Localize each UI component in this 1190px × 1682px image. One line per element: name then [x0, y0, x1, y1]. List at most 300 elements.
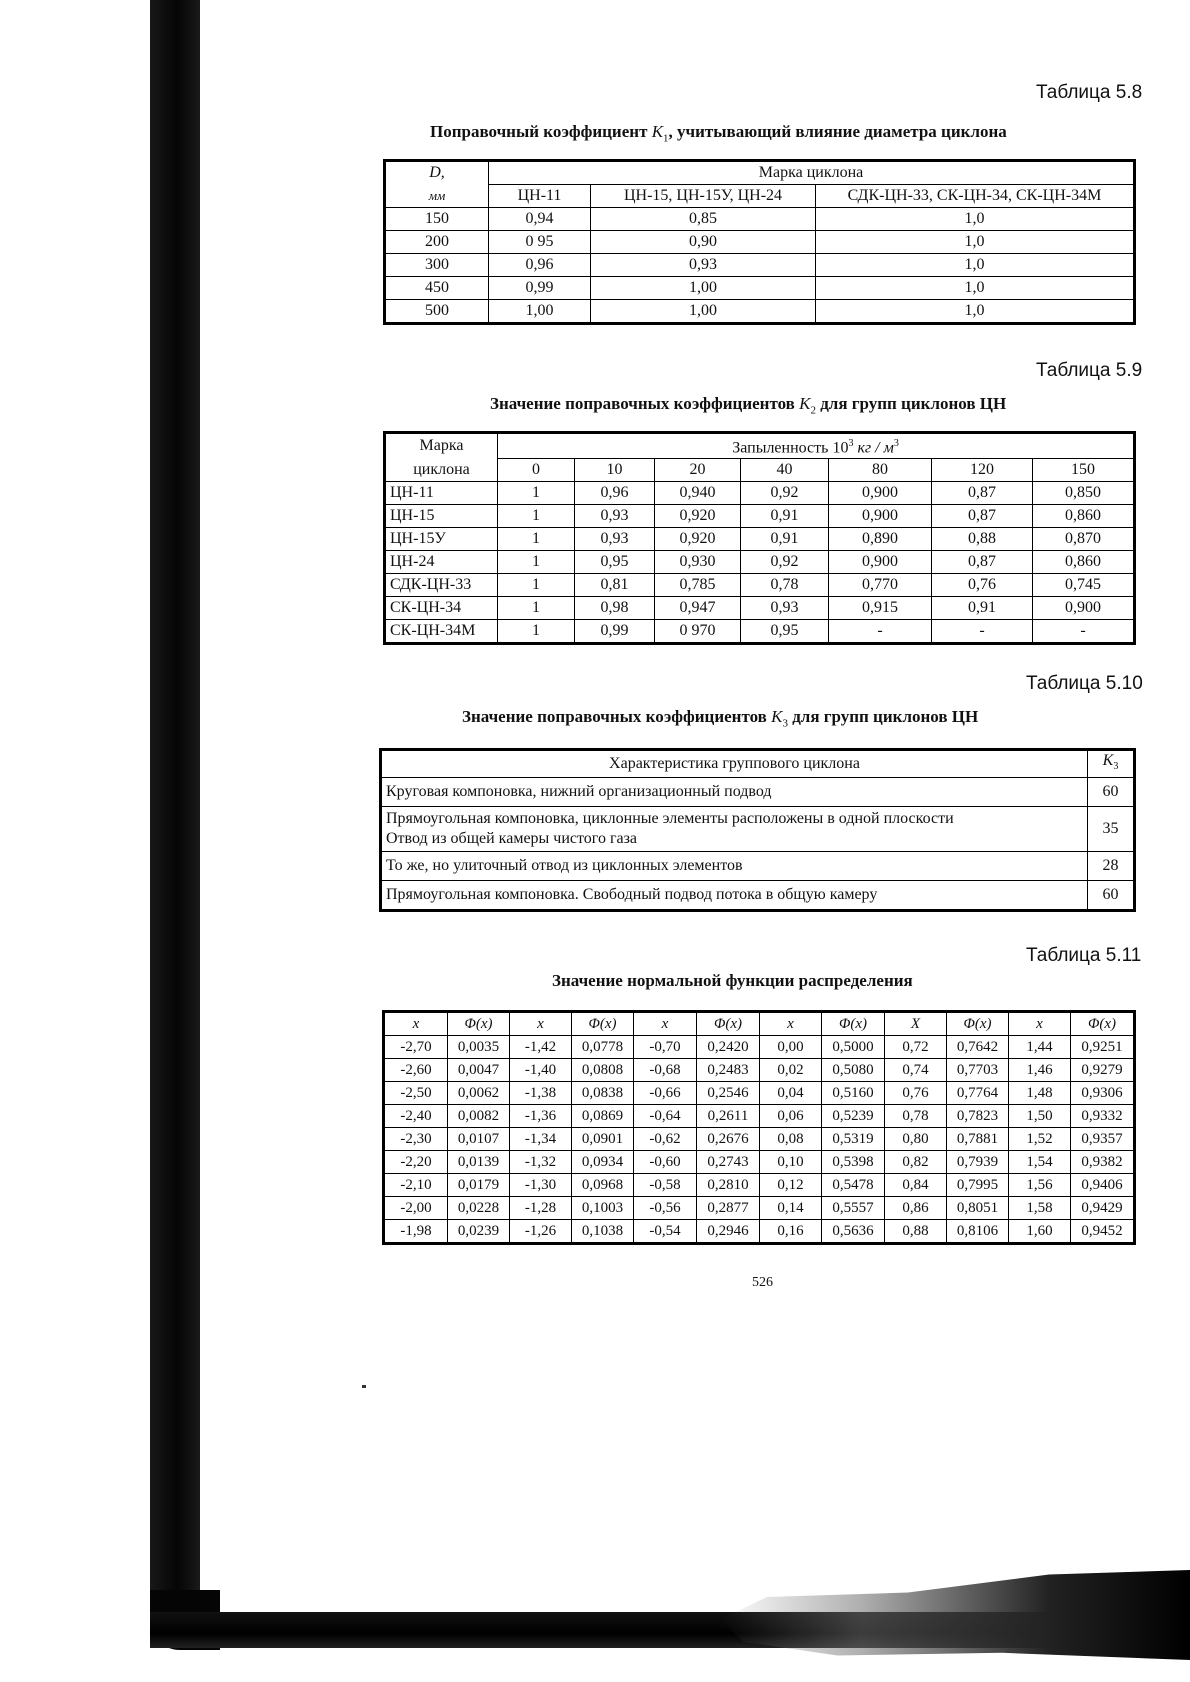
- table-cell: 1,00: [591, 277, 816, 300]
- table-cell: 1,58: [1009, 1197, 1071, 1220]
- table-cell: 0,5478: [822, 1174, 885, 1197]
- table-cell: 0,5160: [822, 1082, 885, 1105]
- table-cell: СК-ЦН-34: [386, 597, 498, 620]
- table-cell: 1,00: [489, 300, 591, 323]
- table-cell: 0,0239: [448, 1220, 510, 1243]
- table-cell: -1,32: [510, 1151, 572, 1174]
- header-cell: 120: [932, 459, 1033, 482]
- table-cell: -: [829, 620, 932, 643]
- table-cell: -0,54: [634, 1220, 697, 1243]
- table-cell: 0,947: [655, 597, 741, 620]
- table-cell: 200: [386, 231, 489, 254]
- table-cell: -1,42: [510, 1036, 572, 1059]
- table-cell: 0,88: [932, 528, 1033, 551]
- table-cell: -0,66: [634, 1082, 697, 1105]
- table-cell: 0,72: [885, 1036, 947, 1059]
- title-text: для групп циклонов ЦН: [820, 394, 1007, 413]
- table-cell: 0,0968: [572, 1174, 634, 1197]
- title-symbol: K: [651, 122, 664, 141]
- table-cell: 0,7881: [947, 1128, 1009, 1151]
- table-cell: 0,0035: [448, 1036, 510, 1059]
- table-cell: 0,0139: [448, 1151, 510, 1174]
- table-cell: 450: [386, 277, 489, 300]
- table-cell: 1,48: [1009, 1082, 1071, 1105]
- table-cell: 0,7764: [947, 1082, 1009, 1105]
- table-header-row: [385, 1013, 1134, 1036]
- table-row: [385, 1197, 1134, 1220]
- table-cell: 0 95: [489, 231, 591, 254]
- table-cell: 0,850: [1033, 482, 1134, 505]
- table-row: [386, 574, 1134, 597]
- header-symbol: Φ(x): [963, 1016, 992, 1032]
- table-cell: 0,0062: [448, 1082, 510, 1105]
- header-cell: [634, 1013, 697, 1036]
- table-cell: 0,93: [575, 528, 655, 551]
- table-cell: -0,70: [634, 1036, 697, 1059]
- table-cell: 0,890: [829, 528, 932, 551]
- table-cell: 0,95: [575, 551, 655, 574]
- table-cell: 500: [386, 300, 489, 323]
- table-cell: -2,40: [385, 1105, 448, 1128]
- title-text: Значение поправочных коэффициентов: [490, 394, 795, 413]
- header-symbol: Φ(x): [464, 1016, 493, 1032]
- header-cell: 10: [575, 459, 655, 482]
- header-cell: ЦН-15, ЦН-15У, ЦН-24: [591, 185, 816, 208]
- table-cell: 0,98: [575, 597, 655, 620]
- header-symbol: X: [910, 1016, 921, 1032]
- header-cell: [1088, 751, 1134, 778]
- table-cell: 0,86: [885, 1197, 947, 1220]
- table-cell: 0,0934: [572, 1151, 634, 1174]
- table-cell: -1,36: [510, 1105, 572, 1128]
- table-cell: -0,58: [634, 1174, 697, 1197]
- table-cell: 0,1003: [572, 1197, 634, 1220]
- header-cell: Марка: [386, 434, 498, 459]
- characteristic-line: Отвод из общей камеры чистого газа: [386, 830, 638, 848]
- table-row: [386, 551, 1134, 574]
- table-cell: 0 970: [655, 620, 741, 643]
- header-mm: мм: [428, 187, 446, 203]
- table-cell: 0,0107: [448, 1128, 510, 1151]
- table-row: [386, 300, 1134, 323]
- table-cell: 0,78: [885, 1105, 947, 1128]
- table-cell: 1,46: [1009, 1059, 1071, 1082]
- table-cell: 1,52: [1009, 1128, 1071, 1151]
- header-cell: 0: [498, 459, 575, 482]
- characteristic-line: Прямоугольная компоновка. Свободный подвод потока в общую камеру: [386, 886, 878, 904]
- table-5-10-title: [462, 707, 978, 729]
- title-symbol: K: [771, 707, 783, 726]
- table-cell: -1,40: [510, 1059, 572, 1082]
- header-cell: ЦН-11: [489, 185, 591, 208]
- header-cell: [760, 1013, 822, 1036]
- table-cell: 0,84: [885, 1174, 947, 1197]
- table-cell: 1: [498, 482, 575, 505]
- table-cell: ЦН-15У: [386, 528, 498, 551]
- table-cell: 0,0808: [572, 1059, 634, 1082]
- table-cell: 0,2611: [697, 1105, 760, 1128]
- table-row: [382, 778, 1134, 807]
- table-cell: -0,60: [634, 1151, 697, 1174]
- table-cell: 60: [1088, 881, 1134, 910]
- table-cell: 0,91: [741, 505, 829, 528]
- header-sup: 3: [893, 438, 899, 449]
- table-cell: 0,9357: [1071, 1128, 1134, 1151]
- table-cell: 0,5636: [822, 1220, 885, 1243]
- table-cell: -1,98: [385, 1220, 448, 1243]
- table-cell: 0,82: [885, 1151, 947, 1174]
- table-cell: 0,2483: [697, 1059, 760, 1082]
- table-cell: 0,5319: [822, 1128, 885, 1151]
- table-cell: 0,92: [741, 551, 829, 574]
- header-dust: Запыленность 10: [732, 439, 849, 457]
- table-cell: 0,92: [741, 482, 829, 505]
- header-k-sub: 3: [1113, 761, 1119, 773]
- table-cell: 0,2743: [697, 1151, 760, 1174]
- header-cell: [947, 1013, 1009, 1036]
- table-cell: 0,06: [760, 1105, 822, 1128]
- table-cell: 1,0: [816, 277, 1134, 300]
- table-cell: 0,87: [932, 482, 1033, 505]
- header-cell: [498, 434, 1134, 459]
- table-cell: 0,0778: [572, 1036, 634, 1059]
- table-cell: 0,0901: [572, 1128, 634, 1151]
- table-row: [386, 231, 1134, 254]
- table-cell: 0,7823: [947, 1105, 1009, 1128]
- table-cell: -2,60: [385, 1059, 448, 1082]
- table-cell: 0,95: [741, 620, 829, 643]
- table-cell: [382, 852, 1088, 881]
- table-5-9-title: [490, 394, 1006, 416]
- table-5-11-label: Таблица 5.11: [1026, 945, 1142, 966]
- header-cell: [510, 1013, 572, 1036]
- header-cell: [386, 162, 489, 185]
- table-cell: 1,44: [1009, 1036, 1071, 1059]
- table-cell: 0,93: [741, 597, 829, 620]
- header-sup: 3: [848, 438, 854, 449]
- table-cell: ЦН-11: [386, 482, 498, 505]
- table-cell: 0,10: [760, 1151, 822, 1174]
- table-row: [386, 208, 1134, 231]
- title-text: для групп циклонов ЦН: [792, 707, 979, 726]
- table-cell: 1,0: [816, 208, 1134, 231]
- table-cell: 0,9251: [1071, 1036, 1134, 1059]
- table-cell: 0,04: [760, 1082, 822, 1105]
- table-cell: -0,68: [634, 1059, 697, 1082]
- table-cell: 0,94: [489, 208, 591, 231]
- table-cell: 0,00: [760, 1036, 822, 1059]
- header-symbol: x: [1036, 1016, 1043, 1032]
- table-cell: 0,940: [655, 482, 741, 505]
- header-cell: [885, 1013, 947, 1036]
- table-cell: -2,50: [385, 1082, 448, 1105]
- table-cell: 0,5080: [822, 1059, 885, 1082]
- table-cell: 0,900: [829, 551, 932, 574]
- table-row: [382, 881, 1134, 910]
- table-cell: -1,38: [510, 1082, 572, 1105]
- header-symbol: Φ(x): [838, 1016, 868, 1032]
- table-cell: 0,785: [655, 574, 741, 597]
- header-cell: [386, 185, 489, 208]
- table-cell: -2,70: [385, 1036, 448, 1059]
- table-cell: 1,00: [591, 300, 816, 323]
- table-row: [386, 505, 1134, 528]
- table-cell: 0,915: [829, 597, 932, 620]
- table-cell: 0,2546: [697, 1082, 760, 1105]
- table-row: [386, 528, 1134, 551]
- table-cell: 0,5557: [822, 1197, 885, 1220]
- table-cell: 35: [1088, 807, 1134, 852]
- table-cell: СДК-ЦН-33: [386, 574, 498, 597]
- table-cell: 0,12: [760, 1174, 822, 1197]
- title-subscript: 3: [782, 717, 788, 730]
- table-cell: 0,7703: [947, 1059, 1009, 1082]
- header-cell: [697, 1013, 760, 1036]
- table-cell: 0,8051: [947, 1197, 1009, 1220]
- table-cell: 0,870: [1033, 528, 1134, 551]
- table-cell: -1,26: [510, 1220, 572, 1243]
- header-symbol: x: [661, 1016, 669, 1032]
- table-cell: 0,5000: [822, 1036, 885, 1059]
- header-cell: [572, 1013, 634, 1036]
- table-cell: 0,930: [655, 551, 741, 574]
- table-5-10: [381, 750, 1134, 910]
- table-cell: 0,93: [575, 505, 655, 528]
- table-cell: 0,900: [1033, 597, 1134, 620]
- characteristic-line: То же, но улиточный отвод из циклонных элементов: [386, 857, 743, 875]
- header-cell: [1009, 1013, 1071, 1036]
- header-k: K: [1102, 752, 1114, 769]
- table-cell: 0,7642: [947, 1036, 1009, 1059]
- header-cell: 150: [1033, 459, 1134, 482]
- header-cell: Марка циклона: [489, 162, 1134, 185]
- table-cell: 0,81: [575, 574, 655, 597]
- table-cell: 1: [498, 620, 575, 643]
- table-cell: ЦН-24: [386, 551, 498, 574]
- table-row: [386, 254, 1134, 277]
- table-cell: 1,54: [1009, 1151, 1071, 1174]
- table-row: [386, 597, 1134, 620]
- table-cell: 0,76: [885, 1082, 947, 1105]
- header-symbol: x: [787, 1016, 794, 1032]
- characteristic-line: Круговая компоновка, нижний организационный подвод: [386, 783, 772, 801]
- table-cell: 0,80: [885, 1128, 947, 1151]
- table-cell: 0,90: [591, 231, 816, 254]
- table-cell: -1,34: [510, 1128, 572, 1151]
- table-cell: 0,9382: [1071, 1151, 1134, 1174]
- table-cell: 0,9429: [1071, 1197, 1134, 1220]
- table-cell: [382, 778, 1088, 807]
- table-cell: 0,76: [932, 574, 1033, 597]
- table-cell: -2,20: [385, 1151, 448, 1174]
- table-cell: 0,9452: [1071, 1220, 1134, 1243]
- table-cell: 0,96: [489, 254, 591, 277]
- table-cell: 1: [498, 551, 575, 574]
- table-cell: 0,88: [885, 1220, 947, 1243]
- title-text: Поправочный коэффициент: [430, 122, 648, 141]
- table-5-9: [385, 433, 1134, 643]
- table-cell: 0,0082: [448, 1105, 510, 1128]
- table-cell: 0,900: [829, 505, 932, 528]
- table-cell: 1: [498, 505, 575, 528]
- table-cell: 0,0228: [448, 1197, 510, 1220]
- table-cell: 0,9279: [1071, 1059, 1134, 1082]
- header-cell: 20: [655, 459, 741, 482]
- table-cell: 0,02: [760, 1059, 822, 1082]
- table-cell: 0,08: [760, 1128, 822, 1151]
- table-cell: [382, 881, 1088, 910]
- table-5-9-label: Таблица 5.9: [1036, 360, 1143, 381]
- header-symbol: x: [412, 1016, 420, 1032]
- table-cell: -2,10: [385, 1174, 448, 1197]
- table-row: [385, 1036, 1134, 1059]
- table-cell: 0,9306: [1071, 1082, 1134, 1105]
- header-cell: 80: [829, 459, 932, 482]
- table-cell: -0,62: [634, 1128, 697, 1151]
- title-subscript: 1: [663, 132, 669, 145]
- header-symbol: x: [537, 1016, 544, 1032]
- table-cell: 0,9406: [1071, 1174, 1134, 1197]
- header-symbol: Φ(x): [713, 1016, 743, 1032]
- table-cell: 1: [498, 528, 575, 551]
- table-cell: 0,0838: [572, 1082, 634, 1105]
- table-row: [385, 1128, 1134, 1151]
- table-cell: 0,900: [829, 482, 932, 505]
- header-cell: Характеристика группового циклона: [382, 751, 1088, 778]
- header-cell: циклона: [386, 459, 498, 482]
- header-symbol: Φ(x): [1087, 1016, 1117, 1032]
- title-symbol: K: [799, 394, 811, 413]
- table-cell: 0,860: [1033, 505, 1134, 528]
- table-cell: -0,64: [634, 1105, 697, 1128]
- table-cell: -2,00: [385, 1197, 448, 1220]
- title-subscript: 2: [810, 404, 816, 417]
- header-symbol: Φ(x): [588, 1016, 617, 1032]
- scan-speck: [362, 1385, 366, 1388]
- table-cell: 0,2946: [697, 1220, 760, 1243]
- table-cell: 60: [1088, 778, 1134, 807]
- table-5-11: [384, 1012, 1134, 1243]
- table-cell: -1,28: [510, 1197, 572, 1220]
- table-5-8-title: [430, 122, 1007, 144]
- table-cell: 1,0: [816, 254, 1134, 277]
- table-cell: 0,2810: [697, 1174, 760, 1197]
- table-cell: 0,920: [655, 505, 741, 528]
- scan-smudge: [720, 1570, 1190, 1660]
- table-cell: 0,2676: [697, 1128, 760, 1151]
- table-cell: 28: [1088, 852, 1134, 881]
- table-cell: 0,96: [575, 482, 655, 505]
- table-5-8-label: Таблица 5.8: [1036, 82, 1143, 103]
- table-cell: 0,74: [885, 1059, 947, 1082]
- table-row: [382, 807, 1134, 852]
- table-cell: 300: [386, 254, 489, 277]
- scan-margin: [0, 0, 150, 1682]
- header-cell: [822, 1013, 885, 1036]
- table-cell: -: [1033, 620, 1134, 643]
- table-cell: 0,78: [741, 574, 829, 597]
- table-row: [386, 620, 1134, 643]
- table-cell: 0,99: [575, 620, 655, 643]
- table-cell: 0,745: [1033, 574, 1134, 597]
- header-cell: [448, 1013, 510, 1036]
- page-number: 526: [752, 1275, 773, 1290]
- table-cell: -2,30: [385, 1128, 448, 1151]
- table-cell: 0,85: [591, 208, 816, 231]
- table-cell: -: [932, 620, 1033, 643]
- table-cell: 0,93: [591, 254, 816, 277]
- table-cell: 0,14: [760, 1197, 822, 1220]
- table-cell: 0,0869: [572, 1105, 634, 1128]
- table-row: [382, 852, 1134, 881]
- table-cell: 1,60: [1009, 1220, 1071, 1243]
- table-row: [385, 1082, 1134, 1105]
- table-cell: 0,2420: [697, 1036, 760, 1059]
- table-cell: 0,920: [655, 528, 741, 551]
- header-cell: [1071, 1013, 1134, 1036]
- table-cell: 0,860: [1033, 551, 1134, 574]
- scan-shadow-left: [150, 0, 200, 1640]
- table-cell: 150: [386, 208, 489, 231]
- table-cell: 0,2877: [697, 1197, 760, 1220]
- header-unit: кг / м: [857, 439, 894, 457]
- table-cell: -1,30: [510, 1174, 572, 1197]
- table-cell: 0,91: [741, 528, 829, 551]
- table-5-8: [385, 161, 1134, 323]
- table-cell: 0,7995: [947, 1174, 1009, 1197]
- table-cell: [382, 807, 1088, 852]
- table-cell: 0,9332: [1071, 1105, 1134, 1128]
- header-cell: [385, 1013, 448, 1036]
- table-cell: 1,56: [1009, 1174, 1071, 1197]
- table-row: [386, 277, 1134, 300]
- table-cell: 0,1038: [572, 1220, 634, 1243]
- table-row: [385, 1105, 1134, 1128]
- table-cell: 0,0047: [448, 1059, 510, 1082]
- table-cell: 1,0: [816, 231, 1134, 254]
- header-d: D,: [429, 164, 445, 182]
- title-text: , учитывающий влияние диаметра циклона: [668, 122, 1007, 141]
- table-cell: 0,87: [932, 551, 1033, 574]
- table-row: [385, 1059, 1134, 1082]
- table-row: [385, 1174, 1134, 1197]
- table-row: [385, 1220, 1134, 1243]
- table-cell: СК-ЦН-34М: [386, 620, 498, 643]
- table-cell: 0,7939: [947, 1151, 1009, 1174]
- table-cell: 1: [498, 574, 575, 597]
- characteristic-line: Прямоугольная компоновка, циклонные элементы расположены в одной плоскости: [386, 810, 954, 828]
- table-cell: 0,8106: [947, 1220, 1009, 1243]
- table-cell: 0,16: [760, 1220, 822, 1243]
- title-text: Значение поправочных коэффициентов: [462, 707, 767, 726]
- table-row: [386, 482, 1134, 505]
- table-cell: 0,87: [932, 505, 1033, 528]
- table-cell: 0,91: [932, 597, 1033, 620]
- table-cell: 1,50: [1009, 1105, 1071, 1128]
- table-5-10-label: Таблица 5.10: [1026, 673, 1143, 694]
- table-5-11-title: Значение нормальной функции распределения: [552, 971, 913, 990]
- table-row: [385, 1151, 1134, 1174]
- table-cell: 0,0179: [448, 1174, 510, 1197]
- table-cell: 1,0: [816, 300, 1134, 323]
- table-cell: 0,5239: [822, 1105, 885, 1128]
- header-cell: СДК-ЦН-33, СК-ЦН-34, СК-ЦН-34М: [816, 185, 1134, 208]
- table-cell: 0,99: [489, 277, 591, 300]
- table-cell: 1: [498, 597, 575, 620]
- table-cell: -0,56: [634, 1197, 697, 1220]
- table-cell: ЦН-15: [386, 505, 498, 528]
- table-cell: 0,5398: [822, 1151, 885, 1174]
